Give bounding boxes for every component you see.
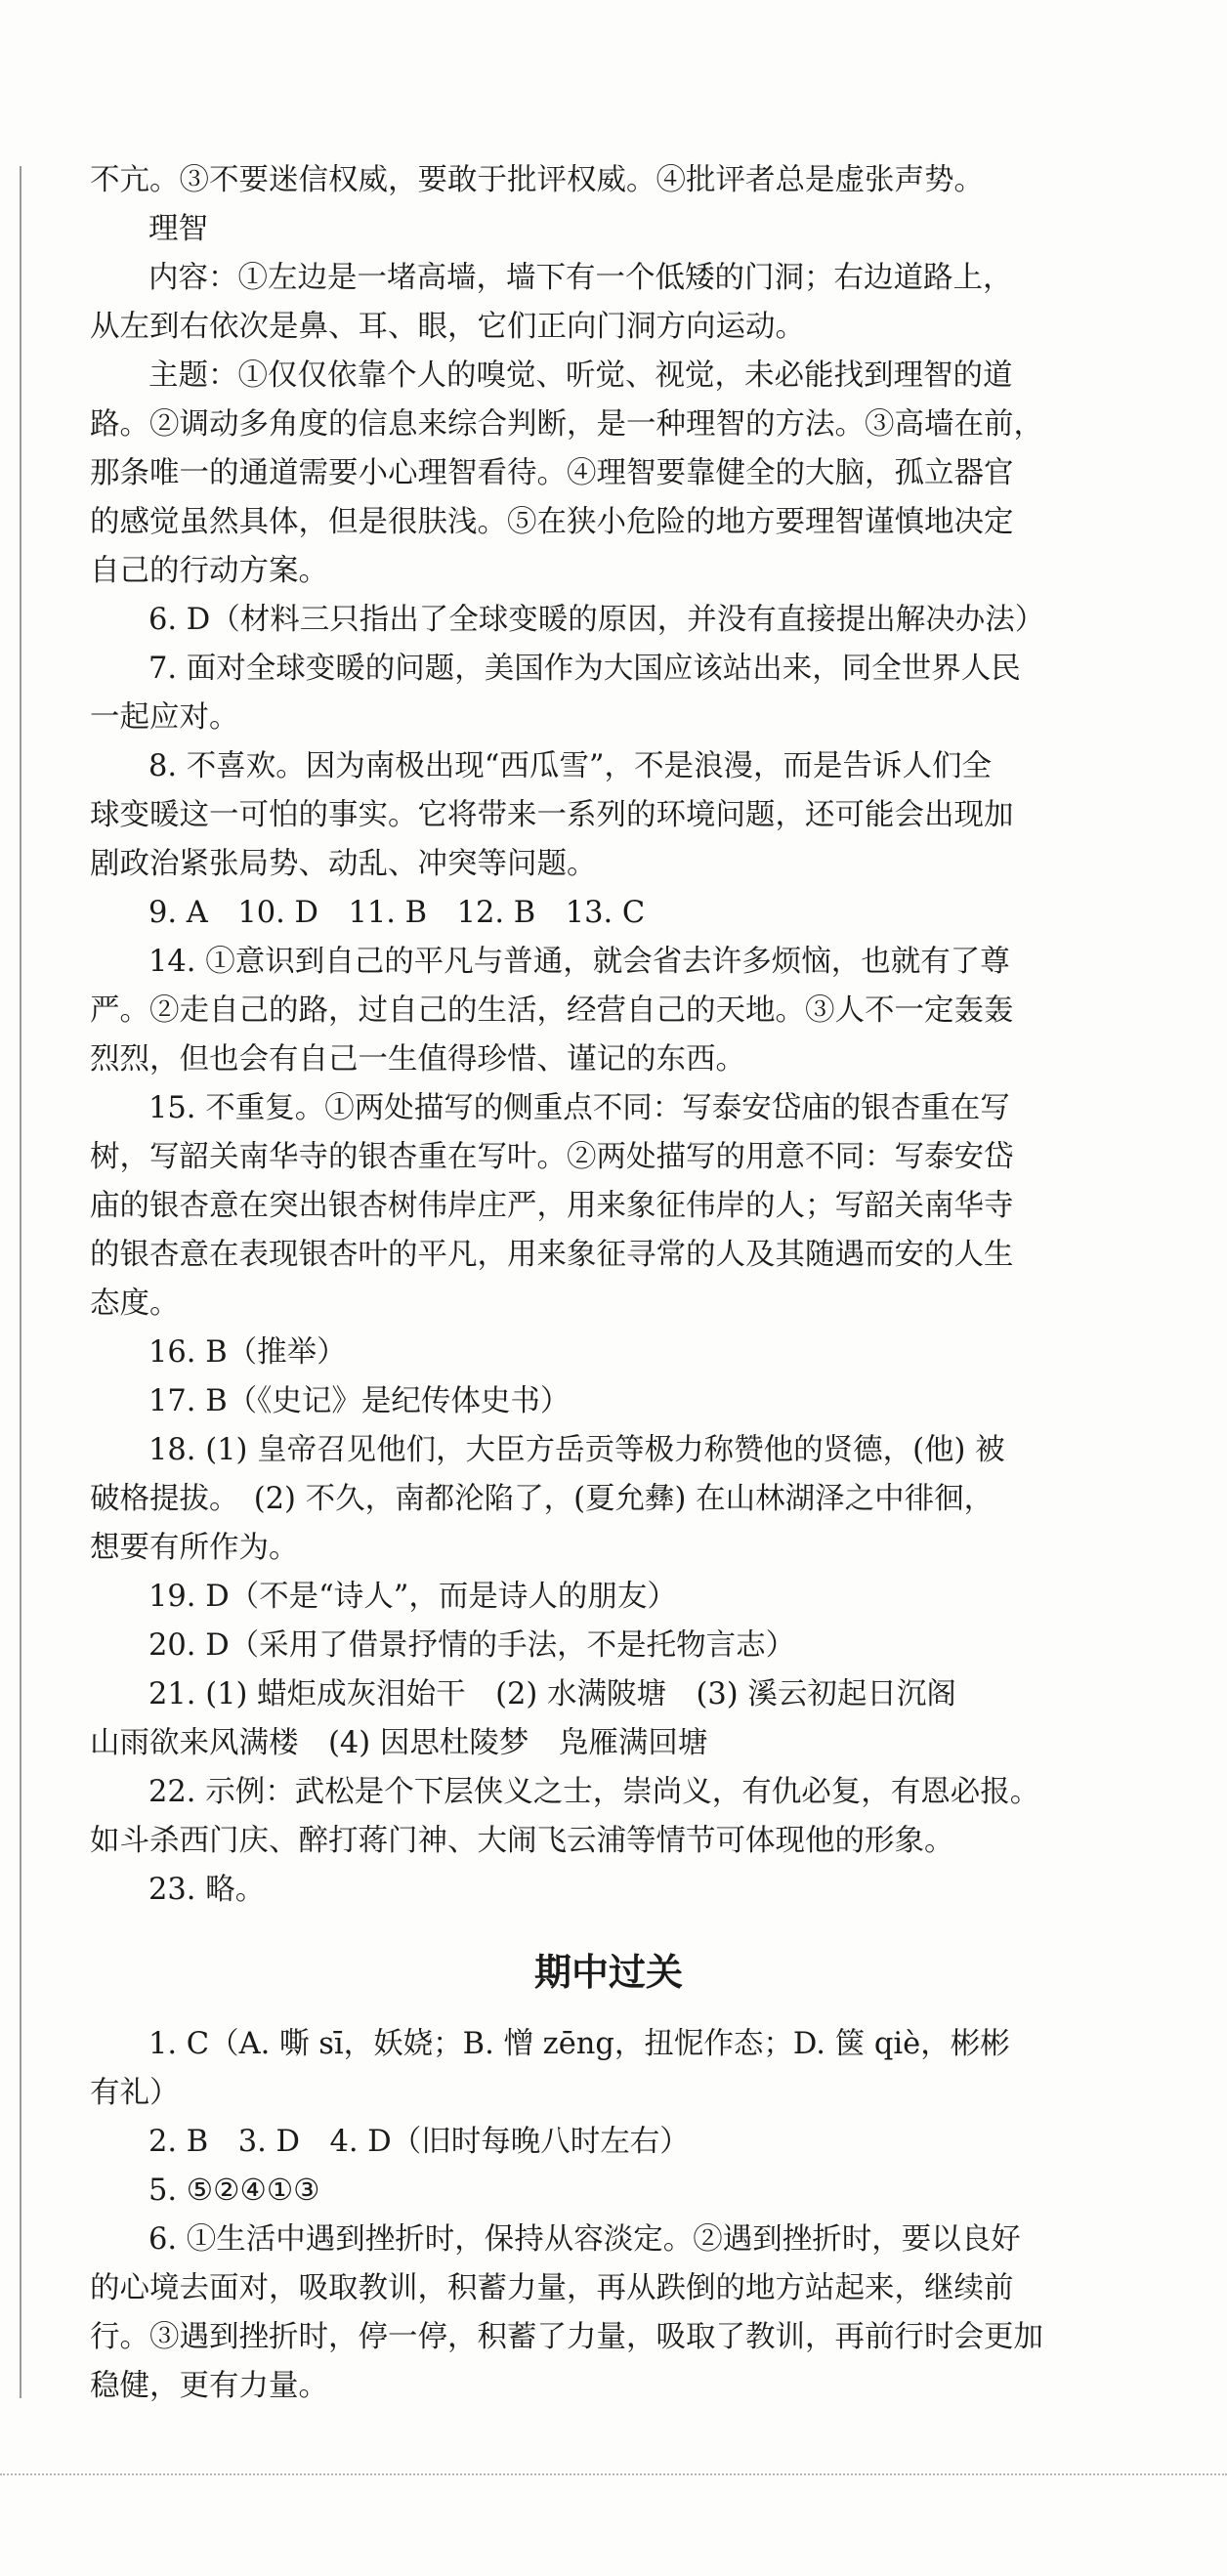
- text-line: 山雨欲来风满楼 (4) 因思杜陵梦 凫雁满回塘: [90, 1726, 708, 1760]
- text-line: 如斗杀西门庆、醉打蒋门神、大闹飞云浦等情节可体现他的形象。: [90, 1824, 954, 1858]
- section-title: 期中过关: [533, 1951, 683, 1994]
- text-line: 想要有所作为。: [90, 1531, 299, 1565]
- text-line: 球变暖这一可怕的事实。它将带来一系列的环境问题，还可能会出现加: [90, 798, 1014, 832]
- text-line: 1. C（A. 嘶 sī，妖娆；B. 憎 zēng，扭怩作态；D. 箧 qiè，彬彬: [148, 2027, 1010, 2061]
- text-line: 17. B（《史记》是纪传体史书）: [148, 1384, 571, 1418]
- text-line: 态度。: [90, 1287, 180, 1321]
- text-line: 15. 不重复。①两处描写的侧重点不同：写泰安岱庙的银杏重在写: [148, 1091, 1010, 1125]
- answers-part-2: [90, 2020, 1127, 2411]
- text-line: 6. ①生活中遇到挫折时，保持从容淡定。②遇到挫折时，要以良好: [148, 2222, 1021, 2257]
- text-line: 内容：①左边是一堵高墙，墙下有一个低矮的门洞；右边道路上，: [148, 261, 1013, 295]
- text-line: 19. D（不是“诗人”，而是诗人的朋友）: [148, 1580, 677, 1614]
- page-content: [90, 156, 1127, 2411]
- text-line: 9. A 10. D 11. B 12. B 13. C: [148, 896, 646, 930]
- text-line: 剧政治紧张局势、动乱、冲突等问题。: [90, 847, 597, 881]
- text-line: 破格提拔。 (2) 不久，南都沦陷了，(夏允彝) 在山林湖泽之中徘徊，: [90, 1482, 994, 1516]
- text-line: 2. B 3. D 4. D（旧时每晚八时左右）: [148, 2125, 690, 2159]
- text-line: 树，写韶关南华寺的银杏重在写叶。②两处描写的用意不同：写泰安岱: [90, 1140, 1014, 1174]
- answers-part-1: [90, 156, 1127, 1915]
- text-line: 14. ①意识到自己的平凡与普通，就会省去许多烦恼，也就有了尊: [148, 945, 1010, 979]
- left-margin-rule: [20, 166, 21, 2398]
- text-line: 23. 略。: [148, 1873, 266, 1907]
- text-line: 22. 示例：武松是个下层侠义之士，崇尚义，有仇必复，有恩必报。: [148, 1775, 1040, 1809]
- text-line: 5. ⑤②④①③: [148, 2174, 320, 2208]
- text-line: 有礼）: [90, 2076, 180, 2110]
- text-line: 18. (1) 皇帝召见他们，大臣方岳贡等极力称赞他的贤德，(他) 被: [148, 1433, 1005, 1467]
- text-line: 6. D（材料三只指出了全球变暖的原因，并没有直接提出解决办法）: [148, 603, 1045, 637]
- text-line: 的心境去面对，吸取教训，积蓄力量，再从跌倒的地方站起来，继续前: [90, 2271, 1014, 2305]
- text-line: 21. (1) 蜡炬成灰泪始干 (2) 水满陂塘 (3) 溪云初起日沉阁: [148, 1677, 956, 1711]
- text-line: 稳健，更有力量。: [90, 2369, 328, 2403]
- text-line: 路。②调动多角度的信息来综合判断，是一种理智的方法。③高墙在前，: [90, 407, 1043, 442]
- text-line: 的银杏意在表现银杏叶的平凡，用来象征寻常的人及其随遇而安的人生: [90, 1238, 1014, 1272]
- text-line: 理智: [148, 212, 208, 246]
- text-line: 20. D（采用了借景抒情的手法，不是托物言志）: [148, 1628, 796, 1663]
- text-line: 7. 面对全球变暖的问题，美国作为大国应该站出来，同全世界人民: [148, 652, 1021, 686]
- text-line: 自己的行动方案。: [90, 554, 328, 588]
- text-line: 那条唯一的通道需要小心理智看待。④理智要靠健全的大脑，孤立器官: [90, 456, 1014, 490]
- text-line: 庙的银杏意在突出银杏树伟岸庄严，用来象征伟岸的人；写韶关南华寺: [90, 1189, 1014, 1223]
- text-line: 8. 不喜欢。因为南极出现“西瓜雪”，不是浪漫，而是告诉人们全: [148, 749, 992, 783]
- text-line: 严。②走自己的路，过自己的生活，经营自己的天地。③人不一定轰轰: [90, 993, 1014, 1028]
- bottom-dotted-rule: [0, 2473, 1227, 2475]
- text-line: 烈烈，但也会有自己一生值得珍惜、谨记的东西。: [90, 1042, 745, 1077]
- text-line: 从左到右依次是鼻、耳、眼，它们正向门洞方向运动。: [90, 310, 805, 344]
- text-line: 主题：①仅仅依靠个人的嗅觉、听觉、视觉，未必能找到理智的道: [148, 359, 1013, 393]
- text-line: 的感觉虽然具体，但是很肤浅。⑤在狭小危险的地方要理智谨慎地决定: [90, 505, 1014, 539]
- text-line: 不亢。③不要迷信权威，要敢于批评权威。④批评者总是虚张声势。: [90, 163, 984, 197]
- text-line: 行。③遇到挫折时，停一停，积蓄了力量，吸取了教训，再前行时会更加: [90, 2320, 1043, 2354]
- text-line: 16. B（推举）: [148, 1335, 347, 1370]
- text-line: 一起应对。: [90, 700, 239, 735]
